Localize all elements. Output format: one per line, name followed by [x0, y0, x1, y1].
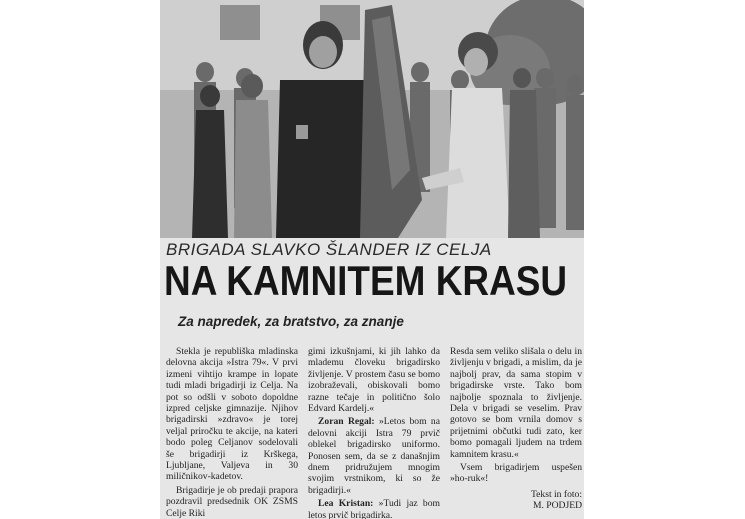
- photo-illustration: [160, 0, 584, 238]
- photo-credit: [450, 489, 582, 511]
- paragraph: Resda sem veliko slišala o delu in življenju v brigadi, a mislim, da je najbolj prav, da sama stopim v brigadirske vrste. Tako bom najbolje spoznala to življenje. Dela v brigadi se veselim. Prav gotovo se bom vrnila domov s prijetnimi občutki tudi zato, ker bomo pomagali ljudem na trdem kamnitem krasu.«: [450, 346, 582, 460]
- newspaper-clipping: [160, 0, 584, 519]
- news-photo: [160, 0, 584, 238]
- quote-paragraph: [308, 416, 440, 496]
- speaker-name: Lea Kristan:: [318, 498, 374, 510]
- article-body: [166, 346, 582, 519]
- quote-text: »Letos bom na delovni akciji Istra 79 prvič oblekel brigadirsko uniformo. Ponosen sem, da se z današnjim dnem pridružujem mnogim svojim vrstnikom, ki so že brigadirji.«: [308, 416, 440, 496]
- credit-name: M. PODJED: [532, 499, 582, 511]
- paragraph: Brigadirje je ob predaji prapora pozdravil predsednik OK ZSMS Celje Riki: [166, 484, 298, 519]
- article-column-2: [308, 346, 440, 519]
- paragraph: gimi izkušnjami, ki jih lahko da mlademu človeku brigadirsko življenje. V prostem času se bomo izobraževali, obiskovali bomo razne tečaje in politično šolo Edvard Kardelj.«: [308, 346, 440, 415]
- credit-label: Tekst in foto:: [530, 488, 582, 500]
- article-headline: NA KAMNITEM KRASU: [164, 257, 568, 304]
- paragraph: Vsem brigadirjem uspešen »ho-ruk«!: [450, 462, 582, 485]
- article-column-3: [450, 346, 582, 516]
- article-subhead: Za napredek, za bratstvo, za znanje: [178, 314, 404, 329]
- article-column-1: [166, 346, 298, 519]
- quote-paragraph: [308, 498, 440, 519]
- quote-text: »Tudi jaz bom letos prvič brigadirka.: [308, 498, 440, 519]
- article-kicker: BRIGADA SLAVKO ŠLANDER IZ CELJA: [166, 240, 492, 259]
- speaker-name: Zoran Regal:: [318, 416, 375, 428]
- paragraph: Stekla je republiška mladinska delovna akcija »Istra 79«. V prvi izmeni vihtijo krampe in lopate tudi mladi brigadirji iz Celja. Na pot so odšli v soboto dopoldne izpred celjske gimnazije. Njihov brigadirski »zdravo« je torej veljal priročku te akcije, na kateri bodo poleg Celjanov sodelovali še brigadirji iz Krškega, Ljubljane, Valjeva in 30 miličnikov-kadetov.: [166, 346, 298, 483]
